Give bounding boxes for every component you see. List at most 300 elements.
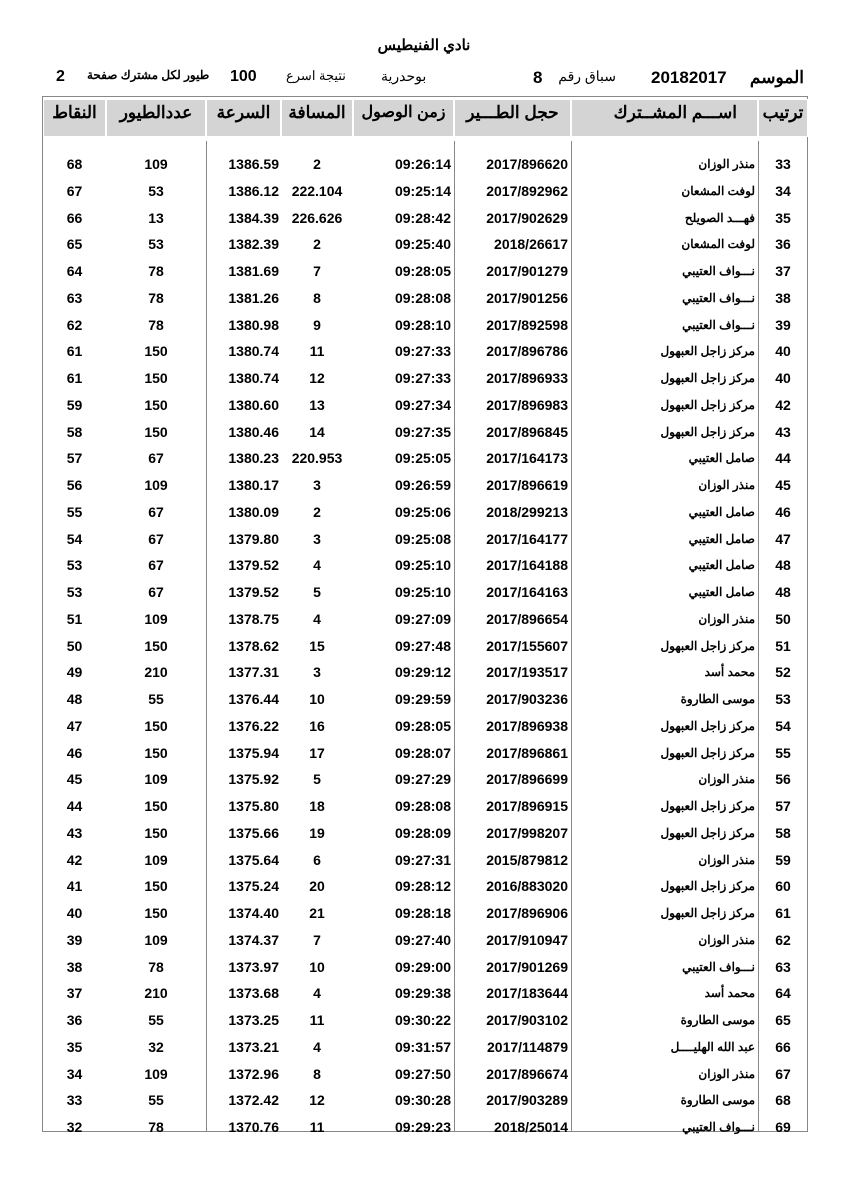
cell-speed: 1376.44	[228, 691, 279, 707]
club-title: نادي الفنيطيس	[377, 37, 471, 54]
cell-name: فهـــد الصويلح	[684, 210, 755, 225]
cell-rank: 45	[775, 477, 791, 493]
cell-speed: 1370.76	[228, 1119, 279, 1135]
cell-birds: 150	[144, 744, 168, 761]
cell-birds: 55	[148, 1012, 164, 1028]
cell-time: 09:28:05	[394, 717, 451, 734]
cell-points: 53	[66, 557, 83, 574]
cell-speed: 1375.92	[228, 771, 279, 788]
cell-name: صامل العتيبي	[688, 585, 755, 599]
cell-time: 09:28:12	[394, 878, 451, 895]
cell-distance: 3	[313, 530, 321, 547]
cell-points: 56	[66, 477, 83, 493]
cell-birds: 67	[148, 557, 164, 574]
table-row	[43, 312, 807, 338]
table-row	[43, 392, 807, 418]
cell-time: 09:26:14	[394, 156, 451, 172]
cell-time: 09:29:38	[394, 985, 451, 1002]
cell-points: 63	[66, 289, 83, 306]
table-row	[43, 954, 807, 980]
cell-rank: 67	[775, 1065, 791, 1082]
col-speed-header: السرعة	[206, 99, 281, 137]
table-row	[43, 499, 807, 525]
cell-ring: 2017/164173	[486, 450, 568, 467]
cell-time: 09:29:23	[394, 1119, 451, 1135]
cell-name: نـــواف العتيبي	[682, 317, 755, 332]
cell-points: 37	[66, 985, 83, 1002]
cell-time: 09:27:33	[394, 370, 451, 386]
cell-time: 09:26:59	[394, 477, 451, 493]
cell-points: 59	[66, 396, 83, 413]
cell-distance: 8	[313, 289, 321, 306]
cell-distance: 4	[313, 985, 321, 1002]
cell-distance: 20	[309, 878, 325, 895]
season-value: 20182017	[651, 68, 727, 87]
col-birds-header: عددالطيور	[106, 99, 206, 137]
cell-birds: 109	[144, 156, 168, 172]
cell-time: 09:28:18	[394, 905, 451, 921]
cell-birds: 55	[148, 1092, 164, 1109]
cell-ring: 2017/896933	[486, 370, 568, 386]
cell-birds: 67	[148, 584, 164, 600]
cell-speed: 1386.59	[228, 156, 279, 172]
cell-points: 68	[66, 156, 83, 172]
cell-speed: 1373.21	[228, 1038, 279, 1055]
cell-speed: 1380.23	[228, 450, 279, 467]
cell-speed: 1372.96	[228, 1065, 279, 1082]
cell-ring: 2017/896619	[486, 477, 568, 493]
col-rank-header: ترتيب	[758, 99, 808, 137]
cell-ring: 2017/901269	[486, 958, 568, 975]
cell-distance: 17	[309, 744, 325, 761]
cell-name: مركز زاجل العبهول	[660, 799, 755, 813]
cell-distance: 11	[309, 1012, 325, 1028]
cell-speed: 1375.66	[228, 824, 279, 841]
table-row	[43, 820, 807, 846]
cell-name: نـــواف العتيبي	[682, 290, 755, 305]
table-row	[43, 1034, 807, 1060]
cell-speed: 1373.68	[228, 985, 279, 1002]
cell-time: 09:25:10	[394, 584, 451, 600]
results-table	[42, 96, 808, 1135]
cell-distance: 226.626	[291, 209, 343, 226]
cell-time: 09:28:07	[394, 744, 451, 761]
cell-distance: 9	[313, 316, 321, 333]
cell-rank: 48	[775, 557, 791, 574]
cell-rank: 34	[775, 182, 791, 199]
cell-ring: 2017/114879	[487, 1038, 568, 1055]
race-info	[0, 68, 848, 90]
cell-speed: 1375.80	[228, 798, 279, 814]
cell-rank: 58	[775, 824, 791, 841]
table-row	[43, 151, 807, 177]
table-row	[43, 927, 807, 953]
cell-time: 09:28:09	[394, 824, 451, 841]
cell-ring: 2017/896938	[486, 717, 568, 734]
cell-rank: 40	[775, 343, 791, 360]
cell-name: موسى الطاروة	[680, 692, 755, 706]
table-row	[43, 445, 807, 471]
cell-birds: 150	[144, 370, 168, 386]
cell-points: 64	[66, 263, 83, 279]
cell-points: 55	[66, 503, 83, 520]
cell-birds: 78	[148, 1119, 164, 1135]
fastest-count: 100	[230, 68, 257, 85]
cell-speed: 1380.09	[228, 503, 279, 520]
cell-distance: 4	[313, 1038, 321, 1055]
cell-speed: 1373.25	[228, 1012, 279, 1028]
cell-speed: 1381.69	[228, 263, 279, 279]
cell-ring: 2017/902629	[486, 209, 568, 226]
cell-birds: 150	[144, 717, 168, 734]
cell-birds: 78	[148, 316, 164, 333]
cell-name: مركز زاجل العبهول	[660, 718, 755, 733]
cell-ring: 2018/26617	[494, 236, 568, 253]
cell-rank: 43	[775, 423, 791, 440]
table-row	[43, 659, 807, 685]
cell-speed: 1380.98	[228, 316, 279, 333]
cell-name: منذر الوزان	[698, 932, 755, 947]
table-row	[43, 419, 807, 445]
cell-rank: 65	[775, 1012, 791, 1028]
cell-birds: 32	[148, 1038, 164, 1055]
cell-time: 09:29:00	[394, 958, 451, 975]
cell-name: مركز زاجل العبهول	[660, 638, 755, 653]
cell-name: منذر الوزان	[698, 478, 755, 492]
cell-name: منذر الوزان	[698, 772, 755, 787]
cell-speed: 1380.46	[228, 423, 279, 440]
cell-name: عبد الله الهليــــل	[670, 1039, 755, 1054]
table-row	[43, 686, 807, 712]
cell-distance: 4	[313, 557, 321, 574]
cell-rank: 44	[775, 450, 791, 467]
cell-speed: 1384.39	[228, 209, 279, 226]
cell-points: 51	[66, 610, 83, 627]
cell-ring: 2017/903236	[486, 691, 568, 707]
cell-name: مركز زاجل العبهول	[660, 879, 755, 894]
cell-points: 61	[66, 343, 83, 360]
cell-rank: 69	[775, 1119, 791, 1135]
cell-name: مركز زاجل العبهول	[660, 344, 755, 359]
cell-rank: 40	[775, 370, 791, 386]
cell-points: 33	[66, 1092, 83, 1109]
cell-speed: 1379.52	[228, 584, 279, 600]
cell-speed: 1386.12	[228, 182, 279, 199]
cell-time: 09:25:10	[394, 557, 451, 574]
cell-birds: 109	[144, 931, 168, 948]
cell-name: منذر الوزان	[698, 611, 755, 626]
cell-time: 09:28:42	[394, 209, 451, 226]
cell-distance: 13	[309, 396, 325, 413]
cell-distance: 2	[313, 156, 321, 172]
cell-points: 46	[66, 744, 83, 761]
cell-name: مركز زاجل العبهول	[660, 397, 755, 412]
cell-name: صامل العتيبي	[688, 451, 755, 466]
cell-name: صامل العتيبي	[688, 504, 755, 519]
cell-distance: 8	[313, 1065, 321, 1082]
cell-rank: 62	[775, 931, 791, 948]
table-header	[43, 97, 807, 141]
cell-ring: 2017/892962	[486, 182, 568, 199]
cell-birds: 78	[148, 263, 164, 279]
col-time-header: زمن الوصول	[353, 99, 454, 137]
table-row	[43, 579, 807, 605]
cell-ring: 2017/896983	[486, 396, 568, 413]
cell-time: 09:27:31	[394, 851, 451, 868]
cell-rank: 46	[775, 503, 791, 520]
cell-birds: 109	[144, 771, 168, 788]
cell-distance: 7	[313, 263, 321, 279]
cell-ring: 2017/164177	[486, 530, 568, 547]
table-row	[43, 793, 807, 819]
cell-ring: 2017/164163	[486, 584, 568, 600]
table-row	[43, 766, 807, 792]
cell-ring: 2017/910947	[486, 931, 568, 948]
cell-rank: 42	[775, 396, 791, 413]
cell-distance: 6	[313, 851, 321, 868]
cell-name: منذر الوزان	[698, 1066, 755, 1081]
cell-rank: 37	[775, 263, 791, 279]
cell-birds: 78	[148, 958, 164, 975]
cell-points: 35	[66, 1038, 83, 1055]
table-row	[43, 178, 807, 204]
cell-points: 38	[66, 958, 83, 975]
table-row	[43, 606, 807, 632]
race-location: بوحدرية	[381, 68, 427, 84]
cell-rank: 64	[775, 985, 791, 1002]
cell-ring: 2017/193517	[486, 664, 568, 681]
cell-distance: 220.953	[291, 450, 343, 467]
cell-ring: 2017/896915	[486, 798, 568, 814]
cell-ring: 2017/901256	[486, 289, 568, 306]
cell-points: 67	[66, 182, 83, 199]
cell-distance: 10	[309, 958, 325, 975]
cell-points: 32	[66, 1119, 83, 1135]
cell-points: 42	[66, 851, 83, 868]
cell-ring: 2017/155607	[486, 637, 568, 654]
cell-time: 09:25:40	[394, 236, 451, 253]
race-label: سباق رقم	[558, 68, 616, 84]
cell-distance: 16	[309, 717, 325, 734]
cell-birds: 150	[144, 423, 168, 440]
cell-points: 43	[66, 824, 83, 841]
table-row	[43, 205, 807, 231]
cell-rank: 52	[775, 664, 791, 681]
cell-ring: 2017/164188	[486, 557, 568, 574]
cell-points: 40	[66, 905, 83, 921]
cell-birds: 150	[144, 878, 168, 895]
cell-speed: 1373.97	[228, 958, 279, 975]
cell-ring: 2018/25014	[494, 1119, 568, 1135]
cell-speed: 1374.40	[228, 905, 279, 921]
cell-distance: 2	[313, 503, 321, 520]
cell-ring: 2016/883020	[486, 878, 568, 895]
cell-name: نـــواف العتيبي	[682, 959, 755, 974]
cell-birds: 67	[148, 503, 164, 520]
cell-distance: 12	[309, 1092, 325, 1109]
fastest-label: نتيجة اسرع	[286, 68, 346, 83]
cell-birds: 150	[144, 798, 168, 814]
table-row	[43, 338, 807, 364]
cell-name: مركز زاجل العبهول	[660, 825, 755, 840]
cell-distance: 3	[313, 664, 321, 681]
cell-ring: 2017/896906	[486, 905, 568, 921]
cell-distance: 5	[313, 584, 321, 600]
cell-speed: 1376.22	[228, 717, 279, 734]
cell-speed: 1379.80	[228, 530, 279, 547]
cell-rank: 39	[775, 316, 791, 333]
cell-distance: 3	[313, 477, 321, 493]
cell-birds: 109	[144, 1065, 168, 1082]
cell-points: 62	[66, 316, 83, 333]
cell-points: 47	[66, 717, 83, 734]
cell-name: صامل العتيبي	[688, 531, 755, 546]
cell-time: 09:27:29	[394, 771, 451, 788]
cell-birds: 67	[148, 450, 164, 467]
cell-name: محمد أسد	[704, 986, 755, 1001]
table-row	[43, 526, 807, 552]
cell-ring: 2017/896786	[486, 343, 568, 360]
cell-points: 50	[66, 637, 83, 654]
cell-birds: 150	[144, 637, 168, 654]
page-number: 2	[56, 68, 65, 85]
col-points-header: النقاط	[43, 99, 106, 137]
cell-points: 57	[66, 450, 83, 467]
cell-birds: 109	[144, 851, 168, 868]
race-number: 8	[533, 68, 543, 87]
cell-speed: 1380.74	[228, 343, 279, 360]
cell-ring: 2017/896620	[486, 156, 568, 172]
cell-rank: 61	[775, 905, 791, 921]
table-row	[43, 900, 807, 926]
cell-name: منذر الوزان	[698, 157, 755, 171]
cell-distance: 4	[313, 610, 321, 627]
table-row	[43, 365, 807, 391]
cell-ring: 2017/183644	[486, 985, 568, 1002]
table-row	[43, 285, 807, 311]
cell-rank: 60	[775, 878, 791, 895]
table-row	[43, 472, 807, 498]
cell-birds: 13	[148, 209, 164, 226]
cell-time: 09:27:09	[394, 610, 451, 627]
cell-time: 09:25:06	[394, 503, 451, 520]
cell-ring: 2017/896674	[486, 1065, 568, 1082]
cell-speed: 1379.52	[228, 557, 279, 574]
cell-birds: 53	[148, 182, 164, 199]
cell-speed: 1378.75	[228, 610, 279, 627]
table-row	[43, 873, 807, 899]
cell-name: موسى الطاروة	[680, 1093, 755, 1108]
cell-ring: 2017/903102	[486, 1012, 568, 1028]
cell-distance: 222.104	[291, 182, 343, 199]
cell-time: 09:28:08	[394, 798, 451, 814]
cell-birds: 150	[144, 824, 168, 841]
cell-speed: 1380.17	[228, 477, 279, 493]
cell-points: 48	[66, 691, 83, 707]
cell-rank: 55	[775, 744, 791, 761]
cell-birds: 150	[144, 396, 168, 413]
table-row	[43, 847, 807, 873]
cell-birds: 150	[144, 905, 168, 921]
cell-time: 09:30:28	[394, 1092, 451, 1109]
cell-distance: 7	[313, 931, 321, 948]
cell-birds: 210	[144, 985, 168, 1002]
cell-distance: 15	[309, 637, 325, 654]
per-member-label: طيور لكل مشترك صفحة	[87, 68, 210, 82]
cell-time: 09:27:50	[394, 1065, 451, 1082]
cell-time: 09:27:35	[394, 423, 451, 440]
cell-name: منذر الوزان	[698, 852, 755, 867]
cell-ring: 2017/896654	[486, 610, 568, 627]
cell-ring: 2017/903289	[486, 1092, 568, 1109]
cell-points: 54	[66, 530, 83, 547]
cell-time: 09:28:10	[394, 316, 451, 333]
cell-distance: 2	[313, 236, 321, 253]
cell-distance: 19	[309, 824, 325, 841]
cell-name: نـــواف العتيبي	[682, 264, 755, 278]
cell-time: 09:28:08	[394, 289, 451, 306]
cell-rank: 54	[775, 717, 791, 734]
cell-ring: 2017/901279	[486, 263, 568, 279]
cell-name: محمد أسد	[704, 665, 755, 680]
cell-ring: 2017/896699	[486, 771, 568, 788]
cell-ring: 2017/896861	[486, 744, 568, 761]
cell-points: 36	[66, 1012, 83, 1028]
table-row	[43, 231, 807, 257]
cell-speed: 1375.24	[228, 878, 279, 895]
cell-birds: 53	[148, 236, 164, 253]
cell-rank: 48	[775, 584, 791, 600]
cell-ring: 2017/896845	[486, 423, 568, 440]
cell-rank: 35	[775, 209, 791, 226]
cell-points: 39	[66, 931, 83, 948]
cell-points: 49	[66, 664, 83, 681]
cell-points: 53	[66, 584, 83, 600]
cell-speed: 1382.39	[228, 236, 279, 253]
cell-time: 09:30:22	[394, 1012, 451, 1028]
cell-name: مركز زاجل العبهول	[660, 906, 755, 920]
table-row	[43, 1114, 807, 1140]
cell-name: موسى الطاروة	[680, 1013, 755, 1027]
cell-rank: 53	[775, 691, 791, 707]
cell-rank: 50	[775, 610, 791, 627]
cell-name: مركز زاجل العبهول	[660, 745, 755, 760]
cell-name: صامل العتيبي	[688, 558, 755, 573]
cell-rank: 56	[775, 771, 791, 788]
cell-speed: 1375.64	[228, 851, 279, 868]
cell-ring: 2015/879812	[486, 851, 568, 868]
cell-rank: 36	[775, 236, 791, 253]
cell-birds: 55	[148, 691, 164, 707]
cell-time: 09:25:08	[394, 530, 451, 547]
col-name-header: اســـم المشــترك	[571, 99, 758, 137]
cell-time: 09:27:33	[394, 343, 451, 360]
cell-ring: 2017/998207	[486, 824, 568, 841]
table-row	[43, 713, 807, 739]
cell-points: 44	[66, 798, 83, 814]
cell-name: نـــواف العتيبي	[682, 1120, 755, 1134]
cell-birds: 109	[144, 610, 168, 627]
cell-points: 34	[66, 1065, 83, 1082]
cell-speed: 1375.94	[228, 744, 279, 761]
cell-distance: 5	[313, 771, 321, 788]
cell-ring: 2018/299213	[486, 503, 568, 520]
table-row	[43, 980, 807, 1006]
cell-rank: 33	[775, 156, 791, 172]
cell-time: 09:31:57	[394, 1038, 451, 1055]
table-row	[43, 740, 807, 766]
cell-rank: 51	[775, 637, 791, 654]
